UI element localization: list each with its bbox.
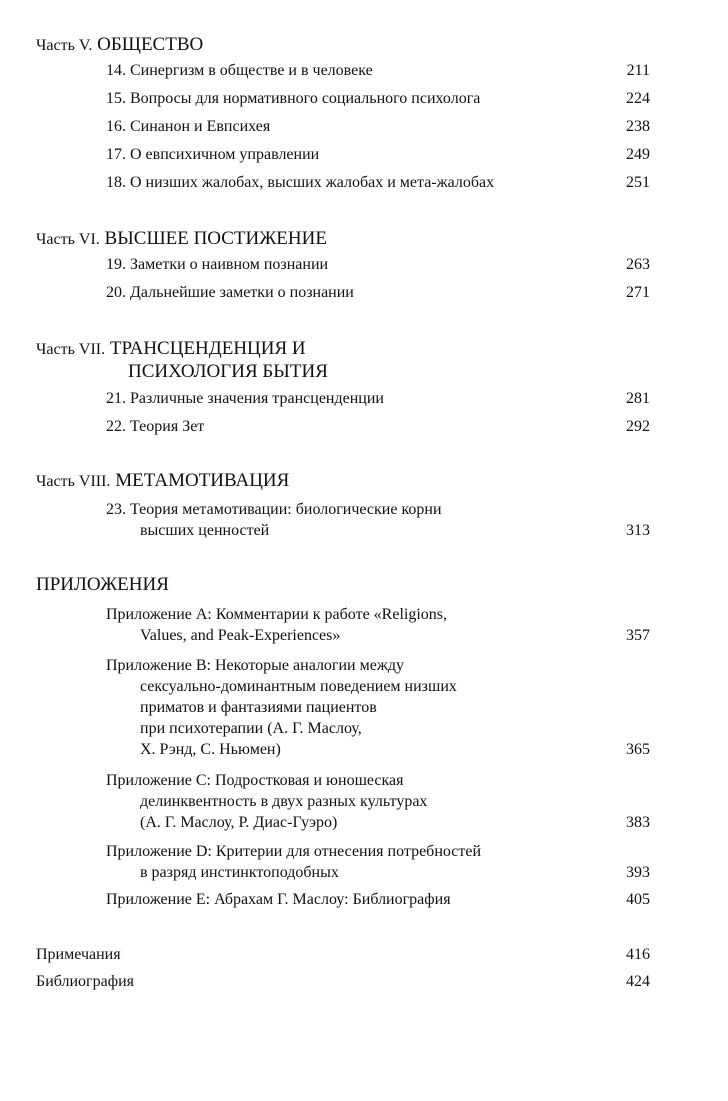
toc-entry-title: 15. Вопросы для нормативного социального психолога bbox=[106, 90, 481, 107]
appendix-c-line: (А. Г. Маслоу, Р. Диас-Гуэро) bbox=[140, 814, 338, 831]
toc-entry-title: 23. Теория метамотивации: биологические корни bbox=[106, 501, 442, 518]
appendix-a-line: Values, and Peak-Experiences» bbox=[140, 627, 341, 644]
part-7-heading bbox=[36, 338, 306, 360]
appendix-c-line: Приложение С: Подростковая и юношеская bbox=[106, 772, 404, 789]
appendices-heading: ПРИЛОЖЕНИЯ bbox=[36, 574, 169, 595]
toc-entry-page: 211 bbox=[626, 62, 650, 79]
part-5-label: Часть V. bbox=[36, 37, 93, 54]
bibliography-title: Библиография bbox=[36, 973, 134, 990]
appendix-b-page: 365 bbox=[626, 741, 650, 758]
toc-entry-title: 17. О евпсихичном управлении bbox=[106, 146, 320, 163]
toc-entry-page: 313 bbox=[626, 522, 650, 539]
toc-entry-title: 19. Заметки о наивном познании bbox=[106, 256, 329, 273]
appendix-a-line: Приложение А: Комментарии к работе «Religions, bbox=[106, 606, 448, 623]
part-5-title: ОБЩЕСТВО bbox=[97, 34, 204, 55]
part-8-label: Часть VIII. bbox=[36, 473, 111, 490]
part-6-title: ВЫСШЕЕ ПОСТИЖЕНИЕ bbox=[104, 228, 327, 249]
appendix-d-line: Приложение D: Критерии для отнесения потребностей bbox=[106, 843, 482, 860]
appendix-c-page: 383 bbox=[626, 814, 650, 831]
appendix-b-line: сексуально-доминантным поведением низших bbox=[140, 678, 457, 695]
toc-entry-page: 224 bbox=[626, 90, 650, 107]
appendix-b-line: приматов и фантазиями пациентов bbox=[140, 699, 377, 716]
toc-entry-page: 238 bbox=[626, 118, 650, 135]
bibliography-page: 424 bbox=[626, 973, 650, 990]
toc-entry-page: 292 bbox=[626, 418, 650, 435]
toc-entry-title: 16. Синанон и Евпсихея bbox=[106, 118, 271, 135]
appendix-b-line: при психотерапии (А. Г. Маслоу, bbox=[140, 720, 362, 737]
toc-entry-page: 281 bbox=[626, 390, 650, 407]
appendix-d-line: в разряд инстинктоподобных bbox=[140, 864, 339, 881]
part-8-heading bbox=[36, 470, 289, 492]
toc-entry-title: 21. Различные значения трансценденции bbox=[106, 390, 384, 407]
toc-entry-title-continued: высших ценностей bbox=[140, 522, 270, 539]
toc-entry-title: 20. Дальнейшие заметки о познании bbox=[106, 284, 354, 301]
appendix-e-page: 405 bbox=[626, 891, 650, 908]
toc-entry-title: 18. О низших жалобах, высших жалобах и мета-жалобах bbox=[106, 174, 495, 191]
part-7-title-continued: ПСИХОЛОГИЯ БЫТИЯ bbox=[128, 361, 328, 382]
part-5-heading bbox=[36, 34, 203, 56]
toc-entry-page: 263 bbox=[626, 256, 650, 273]
toc-entry-title: 22. Теория Зет bbox=[106, 418, 205, 435]
part-7-title: ТРАНСЦЕНДЕНЦИЯ И bbox=[109, 338, 306, 359]
appendix-a-page: 357 bbox=[626, 627, 650, 644]
appendix-b-line: X. Рэнд, С. Ньюмен) bbox=[140, 741, 281, 758]
toc-entry-title: 14. Синергизм в обществе и в человеке bbox=[106, 62, 373, 79]
appendix-d-page: 393 bbox=[626, 864, 650, 881]
appendix-e-line: Приложение Е: Абрахам Г. Маслоу: Библиография bbox=[106, 891, 451, 908]
part-6-label: Часть VI. bbox=[36, 231, 100, 248]
appendix-b-line: Приложение В: Некоторые аналогии между bbox=[106, 657, 405, 674]
toc-entry-page: 271 bbox=[626, 284, 650, 301]
part-6-heading bbox=[36, 228, 327, 250]
toc-entry-page: 251 bbox=[626, 174, 650, 191]
appendix-c-line: делинквентность в двух разных культурах bbox=[140, 793, 428, 810]
notes-title: Примечания bbox=[36, 946, 121, 963]
part-8-title: МЕТАМОТИВАЦИЯ bbox=[115, 470, 290, 491]
toc-entry-page: 249 bbox=[626, 146, 650, 163]
part-7-label: Часть VII. bbox=[36, 341, 106, 358]
notes-page: 416 bbox=[626, 946, 650, 963]
